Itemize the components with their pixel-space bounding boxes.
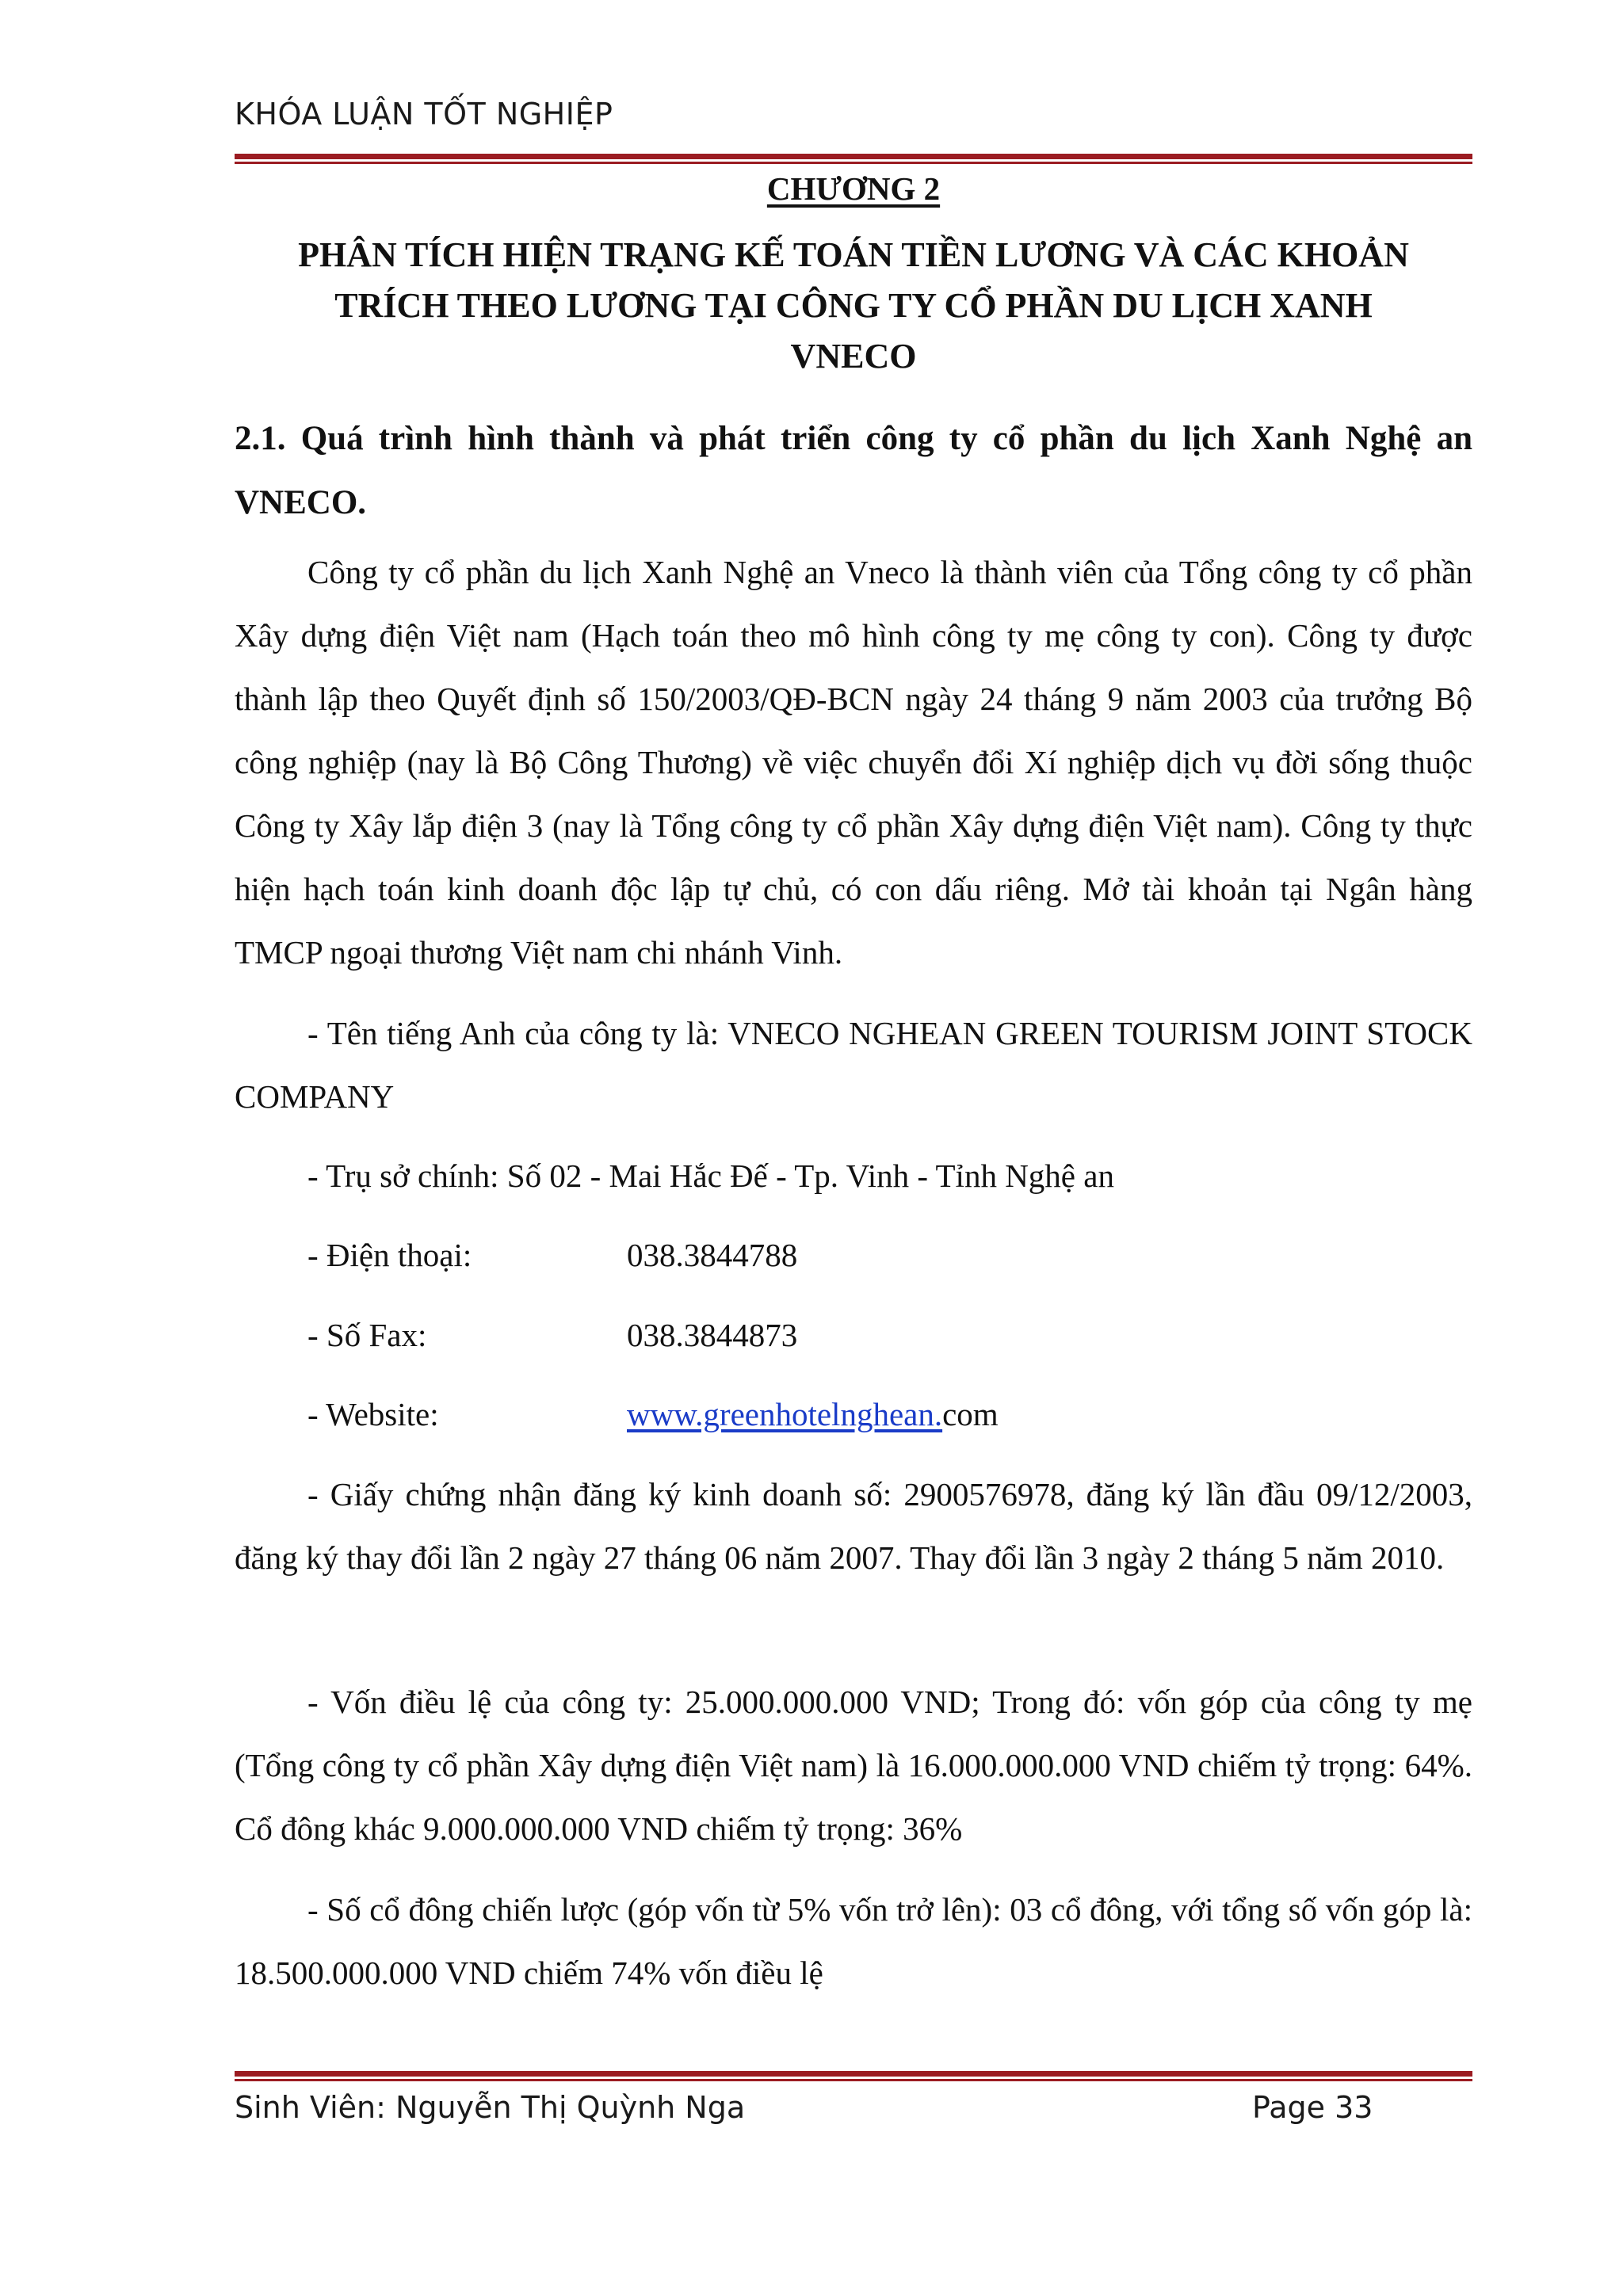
chapter-title-line: VNECO [790,337,917,376]
website-link[interactable]: www.greenhotelnghean. [627,1396,943,1432]
strategic-shareholders-paragraph: - Số cổ đông chiến lược (góp vốn từ 5% vốn trở lên): 03 cổ đông, với tổng số vốn góp là: 18.500.000.000 VND chiếm 74% vốn điều lệ [235,1891,1472,1991]
running-header: KHÓA LUẬN TỐT NGHIỆP [235,97,613,132]
website-line [307,1383,999,1446]
header-rule [235,154,1472,164]
phone-label: - Điện thoại: [307,1237,472,1273]
chapter-title [235,230,1472,382]
fax-label: - Số Fax: [307,1317,427,1353]
charter-capital-paragraph: - Vốn điều lệ của công ty: 25.000.000.000 VND; Trong đó: vốn góp của công ty mẹ (Tổng công ty cổ phần Xây dựng điện Việt nam) là 16.000.000.000 VND chiếm tỷ trọng: 64%. Cổ đông khác 9.000.000.000 VND chiếm tỷ trọng: 36% [235,1684,1472,1847]
intro-paragraph: Công ty cổ phần du lịch Xanh Nghệ an Vneco là thành viên của Tổng công ty cổ phần Xây dựng điện Việt nam (Hạch toán theo mô hình công ty mẹ công ty con). Công ty được thành lập theo Quyết định số 150/2003/QĐ-BCN ngày 24 tháng 9 năm 2003 của trưởng Bộ công nghiệp (nay là Bộ Công Thương) về việc chuyển đổi Xí nghiệp dịch vụ đời sống thuộc Công ty Xây lắp điện 3 (nay là Tổng công ty cổ phần Xây dựng điện Việt nam). Công ty thực hiện hạch toán kinh doanh độc lập tự chủ, có con dấu riêng. Mở tài khoản tại Ngân hàng TMCP ngoại thương Việt nam chi nhánh Vinh. [235,554,1472,971]
section-heading: 2.1. Quá trình hình thành và phát triển công ty cổ phần du lịch Xanh Nghệ an VNECO. [235,420,1472,521]
headquarters-line: - Trụ sở chính: Số 02 - Mai Hắc Đế - Tp. Vinh - Tỉnh Nghệ an [307,1158,1114,1194]
footer-rule [235,2071,1472,2081]
fax-line [307,1303,797,1367]
phone-value: 038.3844788 [627,1237,798,1273]
fax-value: 038.3844873 [627,1317,798,1353]
chapter-title-line: TRÍCH THEO LƯƠNG TẠI CÔNG TY CỔ PHẦN DU LỊCH XANH [334,286,1373,325]
website-suffix: com [942,1396,999,1432]
chapter-title-line: PHÂN TÍCH HIỆN TRẠNG KẾ TOÁN TIỀN LƯƠNG VÀ CÁC KHOẢN [298,235,1409,274]
footer-page-number: Page 33 [1252,2090,1373,2125]
website-label: - Website: [307,1396,439,1432]
phone-line [307,1223,797,1287]
business-license-paragraph: - Giấy chứng nhận đăng ký kinh doanh số: 2900576978, đăng ký lần đầu 09/12/2003, đăng ký thay đổi lần 2 ngày 27 tháng 06 năm 2007. Thay đổi lần 3 ngày 2 tháng 5 năm 2010. [235,1476,1472,1576]
footer-student-name: Sinh Viên: Nguyễn Thị Quỳnh Nga [235,2090,746,2125]
english-name-paragraph: - Tên tiếng Anh của công ty là: VNECO NGHEAN GREEN TOURISM JOINT STOCK COMPANY [235,1015,1472,1115]
chapter-number: CHƯƠNG 2 [766,170,941,207]
